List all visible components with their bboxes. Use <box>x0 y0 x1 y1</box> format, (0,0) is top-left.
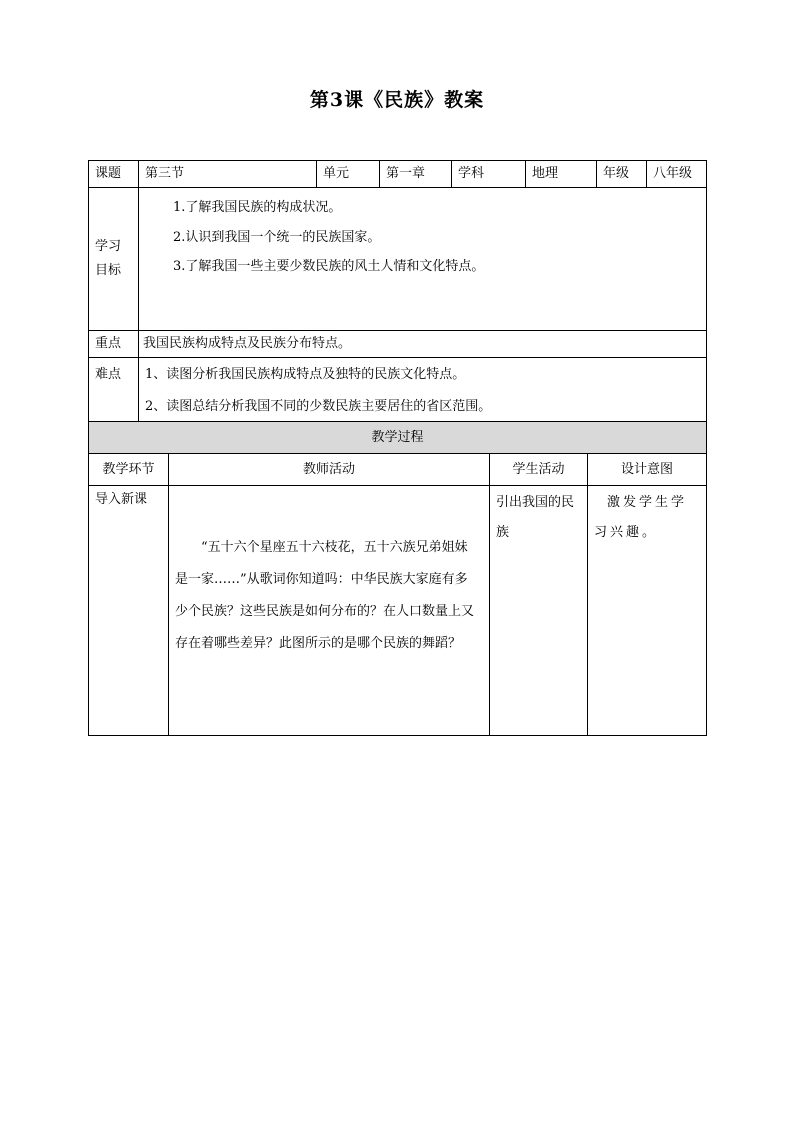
key-point-label-text: 重点 <box>95 336 122 352</box>
goals-content <box>138 187 707 331</box>
topic-value-text: 第三节 <box>145 166 185 182</box>
grade-value-text: 八年级 <box>653 166 693 182</box>
subject-value-text: 地理 <box>532 166 559 182</box>
column-header-teacher-text: 教师活动 <box>302 461 355 477</box>
table-row-teacher <box>168 485 490 736</box>
stage-text: 导入新课 <box>95 492 148 507</box>
table-row-stage <box>88 485 169 736</box>
student-activity-text: 引出我国的民族 <box>496 495 575 540</box>
difficulty-item: 2、读图总结分析我国不同的少数民族主要居住的省区范围。 <box>145 398 492 414</box>
teacher-activity-text: “五十六个星座五十六枝花，五十六族兄弟姐妹是一家……”从歌词你知道吗：中华民族大家庭有多少个民族？这些民族是如何分布的？在人口数量上又存在着哪些差异？此图所示的是哪个民族的舞蹈？ <box>175 540 475 651</box>
grade-label <box>596 160 647 188</box>
subject-value <box>525 160 597 188</box>
topic-value <box>138 160 317 188</box>
unit-value <box>379 160 452 188</box>
key-point-content <box>138 330 707 358</box>
column-header-stage-text: 教学环节 <box>102 461 155 477</box>
topic-label <box>88 160 139 188</box>
goal-item: 1.了解我国民族的构成状况。 <box>173 200 342 215</box>
process-header-text: 教学过程 <box>371 429 424 445</box>
unit-value-text: 第一章 <box>386 166 426 182</box>
goal-item: 3.了解我国一些主要少数民族的风土人情和文化特点。 <box>173 259 485 275</box>
goals-label-cell <box>88 187 139 331</box>
key-point-label <box>88 330 139 358</box>
table-row-design <box>587 485 707 736</box>
design-intent-text: 激发学生学习兴趣。 <box>594 495 688 540</box>
column-header-teacher <box>168 453 490 486</box>
topic-label-text: 课题 <box>95 166 122 182</box>
key-point-text: 我国民族构成特点及民族分布特点。 <box>143 336 352 352</box>
column-header-student <box>489 453 588 486</box>
difficulty-label-text: 难点 <box>95 367 122 382</box>
grade-label-text: 年级 <box>603 166 630 182</box>
difficulty-label <box>88 357 139 422</box>
unit-label-text: 单元 <box>323 166 350 182</box>
column-header-stage <box>88 453 169 486</box>
unit-label <box>316 160 380 188</box>
difficulty-content <box>138 357 707 422</box>
column-header-student-text: 学生活动 <box>512 461 565 477</box>
page-title: 第3课《民族》教案 <box>309 89 485 111</box>
goal-item: 2.认识到我国一个统一的民族国家。 <box>173 229 381 245</box>
column-header-design <box>587 453 707 486</box>
column-header-design-text: 设计意图 <box>620 461 673 477</box>
process-header <box>88 421 707 454</box>
subject-label-text: 学科 <box>458 166 485 182</box>
grade-value <box>646 160 707 188</box>
subject-label <box>451 160 526 188</box>
difficulty-item: 1、读图分析我国民族构成特点及独特的民族文化特点。 <box>145 367 466 382</box>
table-row-student <box>489 485 588 736</box>
goals-label: 学习目标 <box>95 239 122 278</box>
